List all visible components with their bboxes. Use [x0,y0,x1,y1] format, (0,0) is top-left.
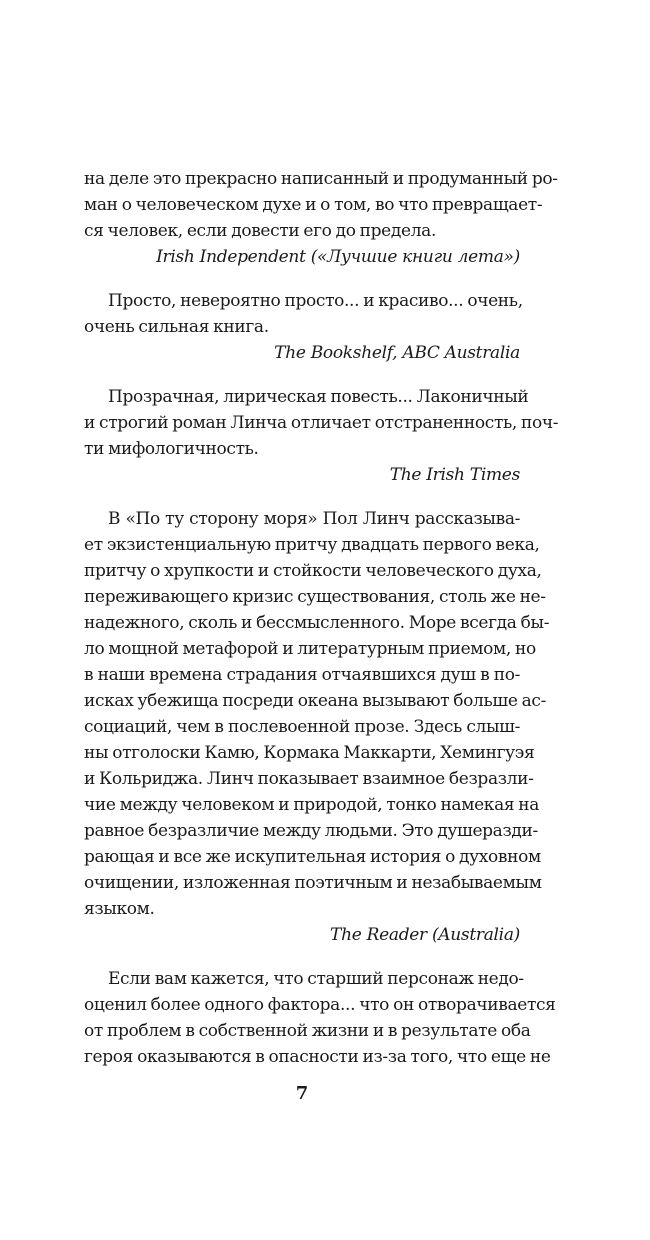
quote-source: The Irish Times [389,465,520,485]
quote-line: языком. [84,899,155,919]
quote-line: очень сильная книга. [84,317,269,337]
quote-line: в наши времена страдания отчаявшихся душ в по- [84,665,520,685]
quote-line: притчу о хрупкости и стойкости человеческого духа, [84,561,542,581]
quote-line: оценил более одного фактора... что он отворачивается [84,995,556,1015]
quote-line: надежного, сколь и бессмысленного. Море всегда бы- [84,613,550,633]
review-quote-continued [84,966,556,1070]
quote-line: Просто, невероятно просто... и красиво... очень, [108,291,523,311]
review-quote-reader-australia [84,506,550,948]
quote-line: Если вам кажется, что старший персонаж недо- [108,969,524,989]
quote-line: от проблем в собственной жизни и в результате оба [84,1021,531,1041]
quote-source: The Reader (Australia) [330,925,520,945]
quote-line: Прозрачная, лирическая повесть... Лаконичный [108,387,529,407]
quote-line: В «По ту сторону моря» Пол Линч рассказыва- [108,509,520,529]
quote-line: героя оказываются в опасности из-за того, что еще не [84,1047,551,1067]
review-quote-irish-independent [84,166,558,270]
quote-line: исках убежища посреди океана вызывают больше ас- [84,691,546,711]
quote-line: равное безразличие между людьми. Это душеразди- [84,821,538,841]
quote-line: ти мифологичность. [84,439,259,459]
quote-line: ны отголоски Камю, Кормака Маккарти, Хемингуэя [84,743,535,763]
review-quote-bookshelf [84,288,523,366]
quote-line: ся человек, если довести его до предела. [84,221,437,241]
quote-line: ман о человеческом духе и о том, во что превращает- [84,195,543,215]
quote-line: ет экзистенциальную притчу двадцать первого века, [84,535,540,555]
quote-line: ло мощной метафорой и литературным приемом, но [84,639,536,659]
book-page [84,166,559,1070]
quote-line: социаций, чем в послевоенной прозе. Здесь слыш- [84,717,520,737]
quote-source: The Bookshelf, ABC Australia [274,343,520,363]
quote-line: рающая и все же искупительная история о духовном [84,847,541,867]
quote-line: и строгий роман Линча отличает отстраненность, поч- [84,413,559,433]
review-quote-irish-times [84,384,559,488]
quote-line: на деле это прекрасно написанный и продуманный ро- [84,169,558,189]
page-number: 7 [295,1083,309,1104]
quote-source: Irish Independent («Лучшие книги лета») [156,247,520,267]
quote-line: очищении, изложенная поэтичным и незабываемым [84,873,542,893]
quote-line: и Кольриджа. Линч показывает взаимное безразли- [84,769,534,789]
quote-line: переживающего кризис существования, столь же не- [84,587,546,607]
quote-line: чие между человеком и природой, тонко намекая на [84,795,540,815]
